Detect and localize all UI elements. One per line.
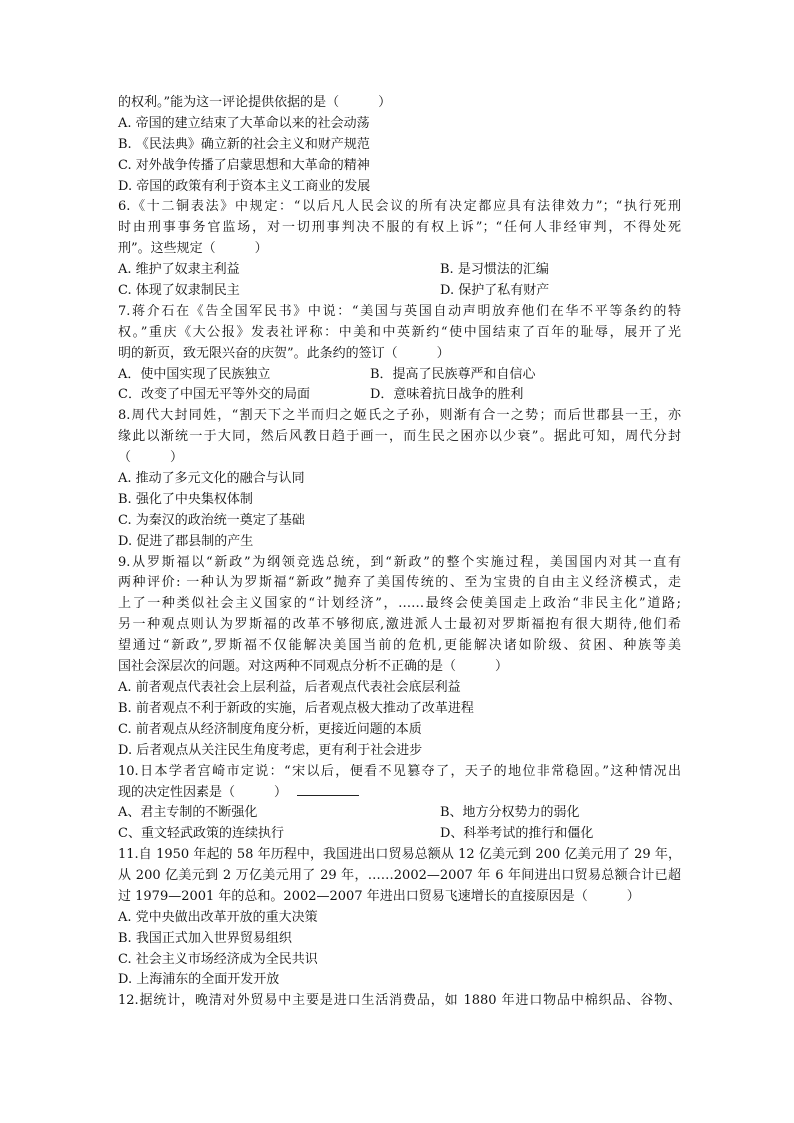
q6-option-c: C. 体现了奴隶制民主 <box>118 283 240 299</box>
q9-stem-line: 另一种观点则认为罗斯福的改革不够彻底,激进派人士最初对罗斯福抱有很大期待,他们希 <box>118 617 681 633</box>
q5-option-d: D. 帝国的政策有利于资本主义工商业的发展 <box>118 178 371 194</box>
q10-option-d: D、科举考试的推行和僵化 <box>440 826 594 842</box>
q9-stem-line: 望通过“新政”,罗斯福不仅能解决美国当前的危机,更能解决诸如阶级、贫困、种族等美 <box>118 638 681 654</box>
q8-option-d: D. 促进了郡县制的产生 <box>118 533 254 549</box>
q7-option-d: D．意味着抗日战争的胜利 <box>370 387 524 403</box>
q9-stem-line: 9.从罗斯福以“新政”为纲领竞选总统，到“新政”的整个实施过程，美国国内对其一直有 <box>118 554 681 570</box>
q5-option-b: B. 《民法典》确立新的社会主义和财产规范 <box>118 136 370 152</box>
q7-stem-line: 明的新页，致无限兴奋的庆贺”。此条约的签订（ ） <box>118 345 450 361</box>
q8-stem-line: 缘此以渐统一于大同，然后风教日趋于画一，而生民之困亦以少衰”。据此可知，周代分封 <box>118 429 681 445</box>
q11-option-c: C. 社会主义市场经济成为全民共识 <box>118 951 318 967</box>
q6-option-b: B. 是习惯法的汇编 <box>440 262 549 278</box>
q10-options-row <box>118 824 681 845</box>
q8-stem-line: 8.周代大封同姓，“割天下之半而归之姬氏之子孙，则渐有合一之势；而后世郡县一王，亦 <box>118 408 681 424</box>
q10-stem-line <box>118 782 681 803</box>
q6-options-row <box>118 260 681 281</box>
q11-stem-line: 11.自 1950 年起的 58 年历程中，我国进出口贸易总额从 12 亿美元到 200 亿美元用了 29 年， <box>118 847 681 863</box>
q6-option-a: A. 维护了奴隶主利益 <box>118 262 240 278</box>
q11-option-a: A. 党中央做出改革开放的重大决策 <box>118 909 318 925</box>
q7-stem-line: 权。”重庆《大公报》发表社评称：中美和中英新约“使中国结束了百年的耻辱，展开了光 <box>118 324 681 340</box>
q10-stem-line: 10.日本学者宫崎市定说：“宋以后，便看不见篡夺了，天子的地位非常稳固。”这种情况出 <box>118 763 681 779</box>
q9-option-a: A. 前者观点代表社会上层利益，后者观点代表社会底层利益 <box>118 679 461 695</box>
q5-option-a: A. 帝国的建立结束了大革命以来的社会动荡 <box>118 115 370 131</box>
q11-option-d: D. 上海浦东的全面开发开放 <box>118 972 280 988</box>
q11-option-b: B. 我国正式加入世界贸易组织 <box>118 930 292 946</box>
q7-option-a: A．使中国实现了民族独立 <box>118 366 271 382</box>
q12-stem-line: 12.据统计，晚清对外贸易中主要是进口生活消费品，如 1880 年进口物品中棉织品、谷物、 <box>118 993 681 1009</box>
q9-option-b: B. 前者观点不利于新政的实施，后者观点极大推动了改革进程 <box>118 700 474 716</box>
q8-option-a: A. 推动了多元文化的融合与认同 <box>118 471 305 487</box>
q9-option-c: C. 前者观点从经济制度角度分析，更接近问题的本质 <box>118 721 422 737</box>
q6-option-d: D. 保护了私有财产 <box>440 283 550 299</box>
q10-stem-text: 现的决定性因素是（ ） <box>118 785 288 801</box>
q10-option-c: C、重文轻武政策的连续执行 <box>118 826 284 842</box>
q10-options-row <box>118 803 681 824</box>
q9-option-d: D. 后者观点从关注民生角度考虑，更有利于社会进步 <box>118 742 423 758</box>
q9-stem-line: 上了一种类似社会主义国家的“计划经济”，……最终会使美国走上政治“非民主化”道路; <box>118 596 681 612</box>
q9-stem-line: 国社会深层次的问题。对这两种不同观点分析不正确的是（ ） <box>118 659 509 675</box>
q7-options-row <box>118 385 681 406</box>
q6-options-row <box>118 281 681 302</box>
q8-option-c: C. 为秦汉的政治统一奠定了基础 <box>118 512 305 528</box>
q11-stem-line: 过 1979—2001 年的总和。2002—2007 年进出口贸易飞速增长的直接原因是（ ） <box>118 888 640 904</box>
q11-stem-line: 从 200 亿美元到 2 万亿美元用了 29 年，……2002—2007 年 6 年间进出口贸易总额合计已超 <box>118 867 681 883</box>
q8-option-b: B. 强化了中央集权体制 <box>118 491 253 507</box>
q6-stem-line: 6.《十二铜表法》中规定：“以后凡人民会议的所有决定都应具有法律效力”；“执行死刑 <box>118 199 681 215</box>
q6-stem-line: 时由刑事事务官监场，对一切刑事判决不服的有权上诉”；“任何人非经审判，不得处死 <box>118 220 681 236</box>
q7-options-row <box>118 365 681 386</box>
q5-option-c: C. 对外战争传播了启蒙思想和大革命的精神 <box>118 157 370 173</box>
q7-stem-line: 7.蒋介石在《告全国军民书》中说：“美国与英国自动声明放弃他们在华不平等条约的特 <box>118 303 681 319</box>
exam-content <box>118 93 681 1012</box>
q5-stem-line: 的权利。”能为这一评论提供依据的是（ ） <box>118 95 392 110</box>
q9-stem-line: 两种评价: 一种认为罗斯福“新政”抛弃了美国传统的、至为宝贵的自由主义经济模式，走 <box>118 575 681 591</box>
q6-stem-line: 刑”。这些规定（ ） <box>118 241 268 257</box>
answer-blank-underline <box>297 782 359 796</box>
q10-option-b: B、地方分权势力的弱化 <box>440 805 580 821</box>
q7-option-c: C．改变了中国无平等外交的局面 <box>118 387 310 403</box>
q10-option-a: A、君主专制的不断强化 <box>118 805 258 821</box>
q8-stem-line: （ ） <box>118 450 184 466</box>
q7-option-b: B．提高了民族尊严和自信心 <box>370 366 536 382</box>
